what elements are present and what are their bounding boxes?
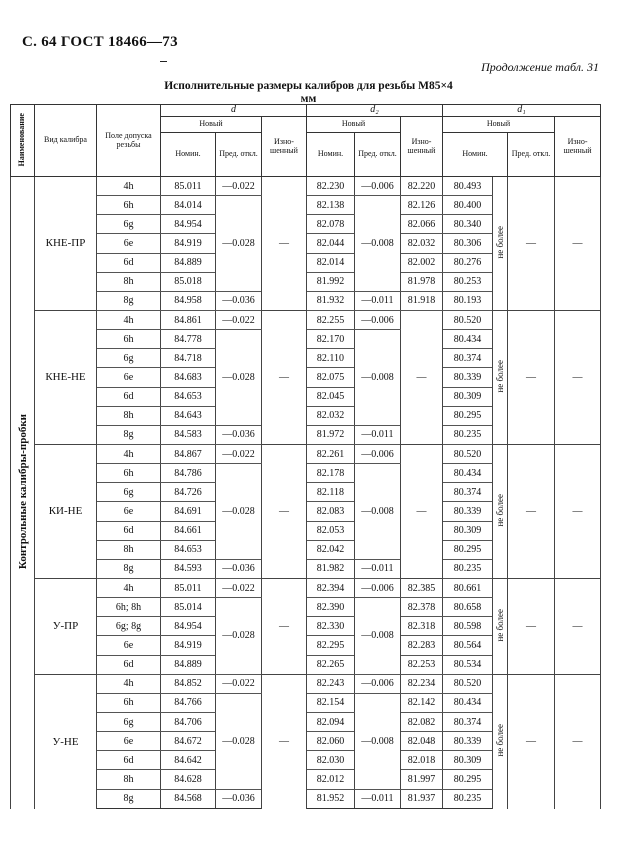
d1-nominal: 80.534	[443, 655, 493, 674]
d2-nominal: 82.078	[307, 215, 355, 234]
d-nominal: 85.014	[161, 598, 216, 617]
d2-nominal: 82.060	[307, 732, 355, 751]
tolerance-field: 6e	[97, 732, 161, 751]
d2-nominal: 81.982	[307, 559, 355, 578]
d2-nominal: 82.044	[307, 234, 355, 253]
d1-nominal: 80.434	[443, 464, 493, 483]
d1-nominal: 80.235	[443, 425, 493, 444]
d-deviation: —0.036	[216, 425, 262, 444]
d-nominal: 84.778	[161, 330, 216, 349]
header-d2: d₂	[307, 105, 443, 117]
d2-nominal: 82.045	[307, 387, 355, 406]
d-nominal: 84.786	[161, 464, 216, 483]
d-deviation: —0.036	[216, 789, 262, 809]
d2-worn: 82.082	[401, 712, 443, 731]
d2-nominal: 82.053	[307, 521, 355, 540]
d-deviation: —0.022	[216, 578, 262, 597]
d-worn: —	[262, 444, 307, 578]
d-nominal: 84.889	[161, 253, 216, 272]
tolerance-field: 4h	[97, 578, 161, 597]
d1-note-cell	[493, 578, 508, 674]
d2-deviation: —0.006	[355, 578, 401, 597]
header-d2-novyi: Новый	[307, 117, 401, 133]
d1-note-cell	[493, 674, 508, 808]
d1-deviation: —	[508, 578, 555, 674]
d1-deviation: —	[508, 444, 555, 578]
d1-nominal: 80.193	[443, 291, 493, 310]
d1-nominal: 80.339	[443, 368, 493, 387]
d2-nominal: 82.265	[307, 655, 355, 674]
d2-nominal: 82.390	[307, 598, 355, 617]
tolerance-field: 6g	[97, 215, 161, 234]
d2-worn: 82.283	[401, 636, 443, 655]
d2-nominal: 82.032	[307, 406, 355, 425]
d2-worn: 82.220	[401, 177, 443, 196]
header-d: d	[161, 105, 307, 117]
d2-worn: 82.142	[401, 693, 443, 712]
d1-deviation: —	[508, 674, 555, 808]
d2-worn: 82.126	[401, 196, 443, 215]
header-d1: d₁	[443, 105, 601, 117]
d-nominal: 84.766	[161, 693, 216, 712]
d2-nominal: 82.243	[307, 674, 355, 693]
d-nominal: 84.718	[161, 349, 216, 368]
d1-nominal: 80.309	[443, 387, 493, 406]
header-d-izn: Изно-шенный	[262, 117, 307, 177]
d1-nominal: 80.309	[443, 521, 493, 540]
d1-nominal: 80.295	[443, 770, 493, 789]
d-deviation: —0.028	[216, 464, 262, 560]
gauge-kind: У-НЕ	[35, 674, 97, 808]
d-worn: —	[262, 310, 307, 444]
table-body	[11, 177, 601, 809]
table-row	[11, 444, 601, 463]
tolerance-field: 6g	[97, 349, 161, 368]
header-d1-novyi: Новый	[443, 117, 555, 133]
d2-worn: 81.937	[401, 789, 443, 809]
d1-note: не более	[495, 723, 506, 757]
tolerance-field: 6g; 8g	[97, 617, 161, 636]
d-nominal: 84.593	[161, 559, 216, 578]
d-nominal: 84.954	[161, 617, 216, 636]
d1-worn: —	[555, 177, 601, 311]
d1-nominal: 80.661	[443, 578, 493, 597]
d2-nominal: 82.094	[307, 712, 355, 731]
d-nominal: 84.889	[161, 655, 216, 674]
d1-nominal: 80.295	[443, 540, 493, 559]
d-nominal: 84.691	[161, 502, 216, 521]
header-d-pred: Пред. откл.	[216, 133, 262, 177]
d1-nominal: 80.339	[443, 732, 493, 751]
tolerance-field: 8g	[97, 291, 161, 310]
d2-nominal: 82.178	[307, 464, 355, 483]
d2-nominal: 82.138	[307, 196, 355, 215]
header-d2-pred: Пред. откл.	[355, 133, 401, 177]
d1-nominal: 80.493	[443, 177, 493, 196]
d-worn: —	[262, 177, 307, 311]
d2-worn: 82.066	[401, 215, 443, 234]
d1-nominal: 80.295	[443, 406, 493, 425]
d2-nominal: 81.972	[307, 425, 355, 444]
d2-worn: 81.978	[401, 272, 443, 291]
d2-nominal: 81.992	[307, 272, 355, 291]
d-nominal: 84.643	[161, 406, 216, 425]
d2-nominal: 82.110	[307, 349, 355, 368]
d2-worn: 82.048	[401, 732, 443, 751]
d2-worn: 82.318	[401, 617, 443, 636]
d2-worn: 82.234	[401, 674, 443, 693]
tolerance-field: 6d	[97, 253, 161, 272]
d-nominal: 84.583	[161, 425, 216, 444]
d1-nominal: 80.374	[443, 349, 493, 368]
d1-note-cell	[493, 177, 508, 311]
d-nominal: 84.014	[161, 196, 216, 215]
header-d1-izn: Изно-шенный	[555, 117, 601, 177]
d2-deviation: —0.011	[355, 291, 401, 310]
d1-nominal: 80.340	[443, 215, 493, 234]
gauge-kind: У-ПР	[35, 578, 97, 674]
d-deviation: —0.022	[216, 444, 262, 463]
tolerance-field: 4h	[97, 177, 161, 196]
d-nominal: 84.867	[161, 444, 216, 463]
tolerance-field: 6d	[97, 655, 161, 674]
d2-deviation: —0.006	[355, 674, 401, 693]
d-nominal: 84.919	[161, 636, 216, 655]
tolerance-field: 8h	[97, 406, 161, 425]
header-d1-nomin: Номин.	[443, 133, 508, 177]
tolerance-field: 6g	[97, 712, 161, 731]
d1-note-cell	[493, 444, 508, 578]
d2-worn: 82.378	[401, 598, 443, 617]
d1-nominal: 80.520	[443, 310, 493, 329]
d1-nominal: 80.253	[443, 272, 493, 291]
tolerance-field: 4h	[97, 444, 161, 463]
table-title-main: Исполнительные размеры калибров для резьбы М85×4	[164, 80, 453, 92]
d2-nominal: 82.170	[307, 330, 355, 349]
d1-nominal: 80.309	[443, 751, 493, 770]
d-nominal: 84.568	[161, 789, 216, 809]
tolerance-field: 8g	[97, 789, 161, 809]
header-pole: Поле допуска резьбы	[97, 105, 161, 177]
d1-worn: —	[555, 444, 601, 578]
dash-mark	[160, 61, 167, 62]
header-d1-pred: Пред. откл.	[508, 133, 555, 177]
d1-nominal: 80.434	[443, 330, 493, 349]
d2-nominal: 82.394	[307, 578, 355, 597]
table-title-unit: мм	[300, 92, 317, 105]
tolerance-field: 6h	[97, 693, 161, 712]
header-naim: Наименование	[11, 105, 35, 177]
d-nominal: 84.653	[161, 387, 216, 406]
tolerance-field: 6d	[97, 521, 161, 540]
d2-worn: —	[401, 310, 443, 444]
d-worn: —	[262, 578, 307, 674]
d-nominal: 84.958	[161, 291, 216, 310]
d2-worn: 81.918	[401, 291, 443, 310]
d2-worn: —	[401, 444, 443, 578]
continuation-label: Продолжение табл. 31	[481, 60, 599, 74]
d2-deviation: —0.011	[355, 425, 401, 444]
category-label: Контрольные калибры-пробки	[16, 413, 29, 569]
d2-worn: 81.997	[401, 770, 443, 789]
dimensions-table	[10, 104, 601, 809]
d1-worn: —	[555, 674, 601, 808]
d-deviation: —0.036	[216, 559, 262, 578]
header-vid: Вид калибра	[35, 105, 97, 177]
tolerance-field: 4h	[97, 674, 161, 693]
d2-nominal: 82.154	[307, 693, 355, 712]
d2-nominal: 81.952	[307, 789, 355, 809]
d2-deviation: —0.011	[355, 559, 401, 578]
d1-nominal: 80.374	[443, 712, 493, 731]
d-deviation: —0.028	[216, 330, 262, 426]
tolerance-field: 6e	[97, 502, 161, 521]
tolerance-field: 8g	[97, 559, 161, 578]
d2-worn: 82.253	[401, 655, 443, 674]
d2-deviation: —0.008	[355, 330, 401, 426]
d1-note: не более	[495, 493, 506, 527]
d2-nominal: 82.042	[307, 540, 355, 559]
d2-deviation: —0.006	[355, 444, 401, 463]
d1-nominal: 80.434	[443, 693, 493, 712]
gauge-kind: КНЕ-НЕ	[35, 310, 97, 444]
d1-deviation: —	[508, 310, 555, 444]
d1-nominal: 80.235	[443, 559, 493, 578]
tolerance-field: 6g	[97, 483, 161, 502]
d2-nominal: 82.230	[307, 177, 355, 196]
d2-deviation: —0.006	[355, 177, 401, 196]
header-d-novyi: Новый	[161, 117, 262, 133]
table-row	[11, 177, 601, 196]
d1-nominal: 80.564	[443, 636, 493, 655]
d2-worn: 82.032	[401, 234, 443, 253]
d-deviation: —0.028	[216, 598, 262, 675]
d-nominal: 84.661	[161, 521, 216, 540]
d2-worn: 82.002	[401, 253, 443, 272]
d1-worn: —	[555, 310, 601, 444]
tolerance-field: 8h	[97, 272, 161, 291]
tolerance-field: 4h	[97, 310, 161, 329]
tolerance-field: 6e	[97, 234, 161, 253]
tolerance-field: 6h; 8h	[97, 598, 161, 617]
d2-nominal: 82.075	[307, 368, 355, 387]
tolerance-field: 8h	[97, 770, 161, 789]
d1-nominal: 80.235	[443, 789, 493, 809]
d1-note: не более	[495, 225, 506, 259]
category-cell	[11, 177, 35, 809]
d-nominal: 85.018	[161, 272, 216, 291]
header-d2-izn: Изно-шенный	[401, 117, 443, 177]
d1-note: не более	[495, 359, 506, 393]
d2-deviation: —0.008	[355, 464, 401, 560]
d-deviation: —0.028	[216, 196, 262, 292]
tolerance-field: 6e	[97, 636, 161, 655]
d1-worn: —	[555, 578, 601, 674]
d2-nominal: 82.014	[307, 253, 355, 272]
d1-deviation: —	[508, 177, 555, 311]
d-nominal: 84.642	[161, 751, 216, 770]
d-nominal: 84.683	[161, 368, 216, 387]
d2-nominal: 82.261	[307, 444, 355, 463]
d1-nominal: 80.520	[443, 674, 493, 693]
d-nominal: 84.726	[161, 483, 216, 502]
d-deviation: —0.022	[216, 674, 262, 693]
table-row	[11, 310, 601, 329]
d1-nominal: 80.339	[443, 502, 493, 521]
d-worn: —	[262, 674, 307, 808]
d1-note: не более	[495, 608, 506, 642]
d-nominal: 84.653	[161, 540, 216, 559]
d-nominal: 84.628	[161, 770, 216, 789]
tolerance-field: 6h	[97, 196, 161, 215]
d1-nominal: 80.276	[443, 253, 493, 272]
tolerance-field: 6d	[97, 751, 161, 770]
d2-nominal: 82.295	[307, 636, 355, 655]
gauge-kind: КИ-НЕ	[35, 444, 97, 578]
d-nominal: 84.706	[161, 712, 216, 731]
header-d-nomin: Номин.	[161, 133, 216, 177]
d2-nominal: 82.255	[307, 310, 355, 329]
d1-nominal: 80.598	[443, 617, 493, 636]
d-nominal: 84.954	[161, 215, 216, 234]
d2-nominal: 82.030	[307, 751, 355, 770]
d2-nominal: 82.083	[307, 502, 355, 521]
d2-nominal: 81.932	[307, 291, 355, 310]
tolerance-field: 6h	[97, 330, 161, 349]
d2-nominal: 82.118	[307, 483, 355, 502]
d2-nominal: 82.330	[307, 617, 355, 636]
d-nominal: 84.919	[161, 234, 216, 253]
d1-nominal: 80.658	[443, 598, 493, 617]
d2-deviation: —0.011	[355, 789, 401, 809]
d2-deviation: —0.008	[355, 598, 401, 675]
gauge-kind: КНЕ-ПР	[35, 177, 97, 311]
d-deviation: —0.022	[216, 310, 262, 329]
d-nominal: 85.011	[161, 578, 216, 597]
d1-nominal: 80.400	[443, 196, 493, 215]
tolerance-field: 6h	[97, 464, 161, 483]
d2-deviation: —0.008	[355, 693, 401, 789]
d1-nominal: 80.520	[443, 444, 493, 463]
d-nominal: 85.011	[161, 177, 216, 196]
d-deviation: —0.028	[216, 693, 262, 789]
page-header: С. 64 ГОСТ 18466—73	[22, 34, 178, 50]
d-nominal: 84.861	[161, 310, 216, 329]
d2-worn: 82.018	[401, 751, 443, 770]
table-row	[11, 674, 601, 693]
d-deviation: —0.022	[216, 177, 262, 196]
d1-nominal: 80.374	[443, 483, 493, 502]
tolerance-field: 8g	[97, 425, 161, 444]
table-title	[0, 80, 617, 105]
d-nominal: 84.672	[161, 732, 216, 751]
d2-worn: 82.385	[401, 578, 443, 597]
tolerance-field: 6e	[97, 368, 161, 387]
table-row	[11, 578, 601, 597]
d2-nominal: 82.012	[307, 770, 355, 789]
d2-deviation: —0.006	[355, 310, 401, 329]
d-deviation: —0.036	[216, 291, 262, 310]
d1-note-cell	[493, 310, 508, 444]
d-nominal: 84.852	[161, 674, 216, 693]
d2-deviation: —0.008	[355, 196, 401, 292]
d1-nominal: 80.306	[443, 234, 493, 253]
header-d2-nomin: Номин.	[307, 133, 355, 177]
tolerance-field: 8h	[97, 540, 161, 559]
tolerance-field: 6d	[97, 387, 161, 406]
